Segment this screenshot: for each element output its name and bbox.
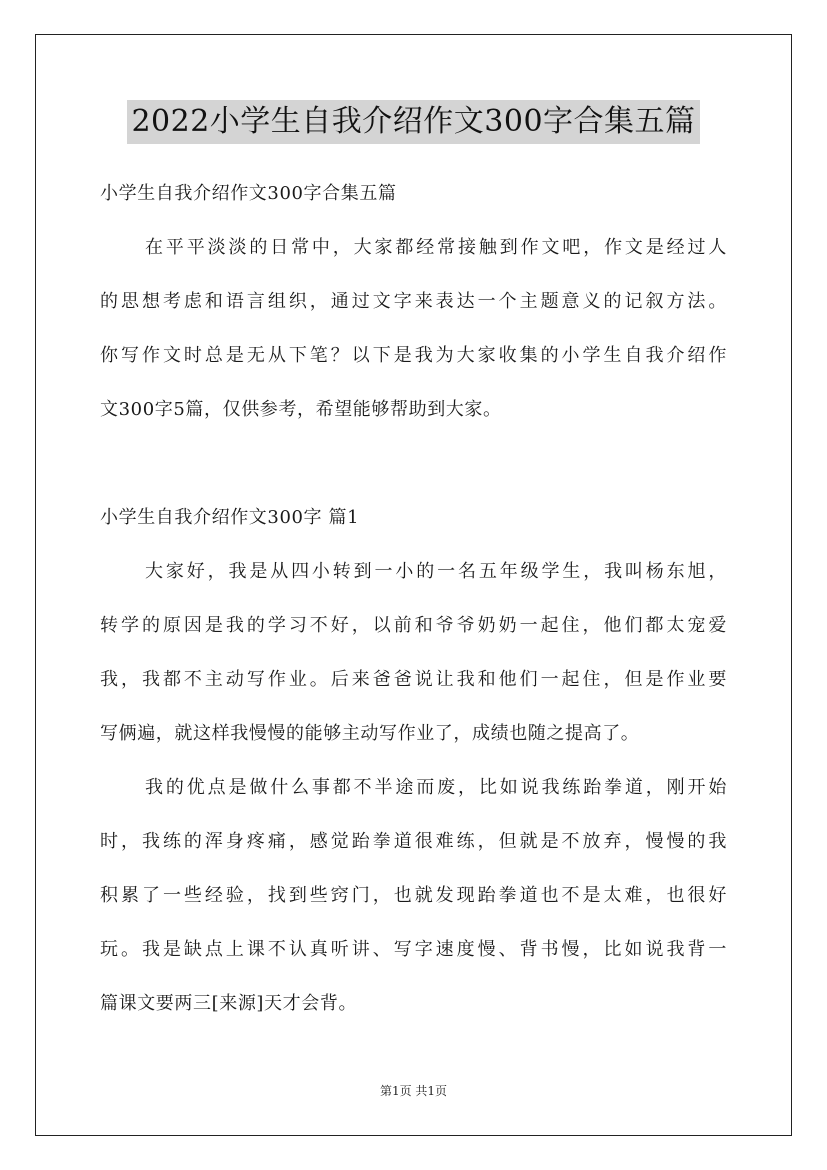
paragraph-line: 篇课文要两三[来源]天才会背。	[100, 993, 358, 1014]
paragraph-line: 我，我都不主动写作业。后来爸爸说让我和他们一起住，但是作业要	[100, 669, 727, 690]
section-paragraph-1	[100, 556, 727, 772]
subtitle: 小学生自我介绍作文300字合集五篇	[100, 183, 397, 204]
intro-paragraph	[100, 232, 727, 448]
paragraph-line: 我的优点是做什么事都不半途而废，比如说我练跆拳道，刚开始	[145, 777, 727, 798]
section-heading: 小学生自我介绍作文300字 篇1	[100, 507, 360, 528]
title-container	[0, 100, 827, 144]
paragraph-line: 文300字5篇，仅供参考，希望能够帮助到大家。	[100, 399, 502, 420]
paragraph-line: 在平平淡淡的日常中，大家都经常接触到作文吧，作文是经过人	[145, 237, 727, 258]
paragraph-line: 积累了一些经验，找到些窍门，也就发现跆拳道也不是太难，也很好	[100, 885, 727, 906]
section-paragraph-2	[100, 772, 727, 1042]
paragraph-line: 你写作文时总是无从下笔？以下是我为大家收集的小学生自我介绍作	[100, 345, 727, 366]
paragraph-line: 时，我练的浑身疼痛，感觉跆拳道很难练，但就是不放弃，慢慢的我	[100, 831, 727, 852]
paragraph-line: 玩。我是缺点上课不认真听讲、写字速度慢、背书慢，比如说我背一	[100, 939, 727, 960]
paragraph-line: 大家好，我是从四小转到一小的一名五年级学生，我叫杨东旭，	[145, 561, 727, 582]
paragraph-line: 的思想考虑和语言组织，通过文字来表达一个主题意义的记叙方法。	[100, 291, 727, 312]
paragraph-line: 写俩遍，就这样我慢慢的能够主动写作业了，成绩也随之提高了。	[100, 723, 640, 744]
document-title: 2022小学生自我介绍作文300字合集五篇	[127, 100, 699, 144]
page-footer: 第1页 共1页	[379, 1084, 448, 1098]
document-body	[100, 178, 727, 1042]
paragraph-line: 转学的原因是我的学习不好，以前和爷爷奶奶一起住，他们都太宠爱	[100, 615, 727, 636]
spacer	[100, 448, 727, 502]
